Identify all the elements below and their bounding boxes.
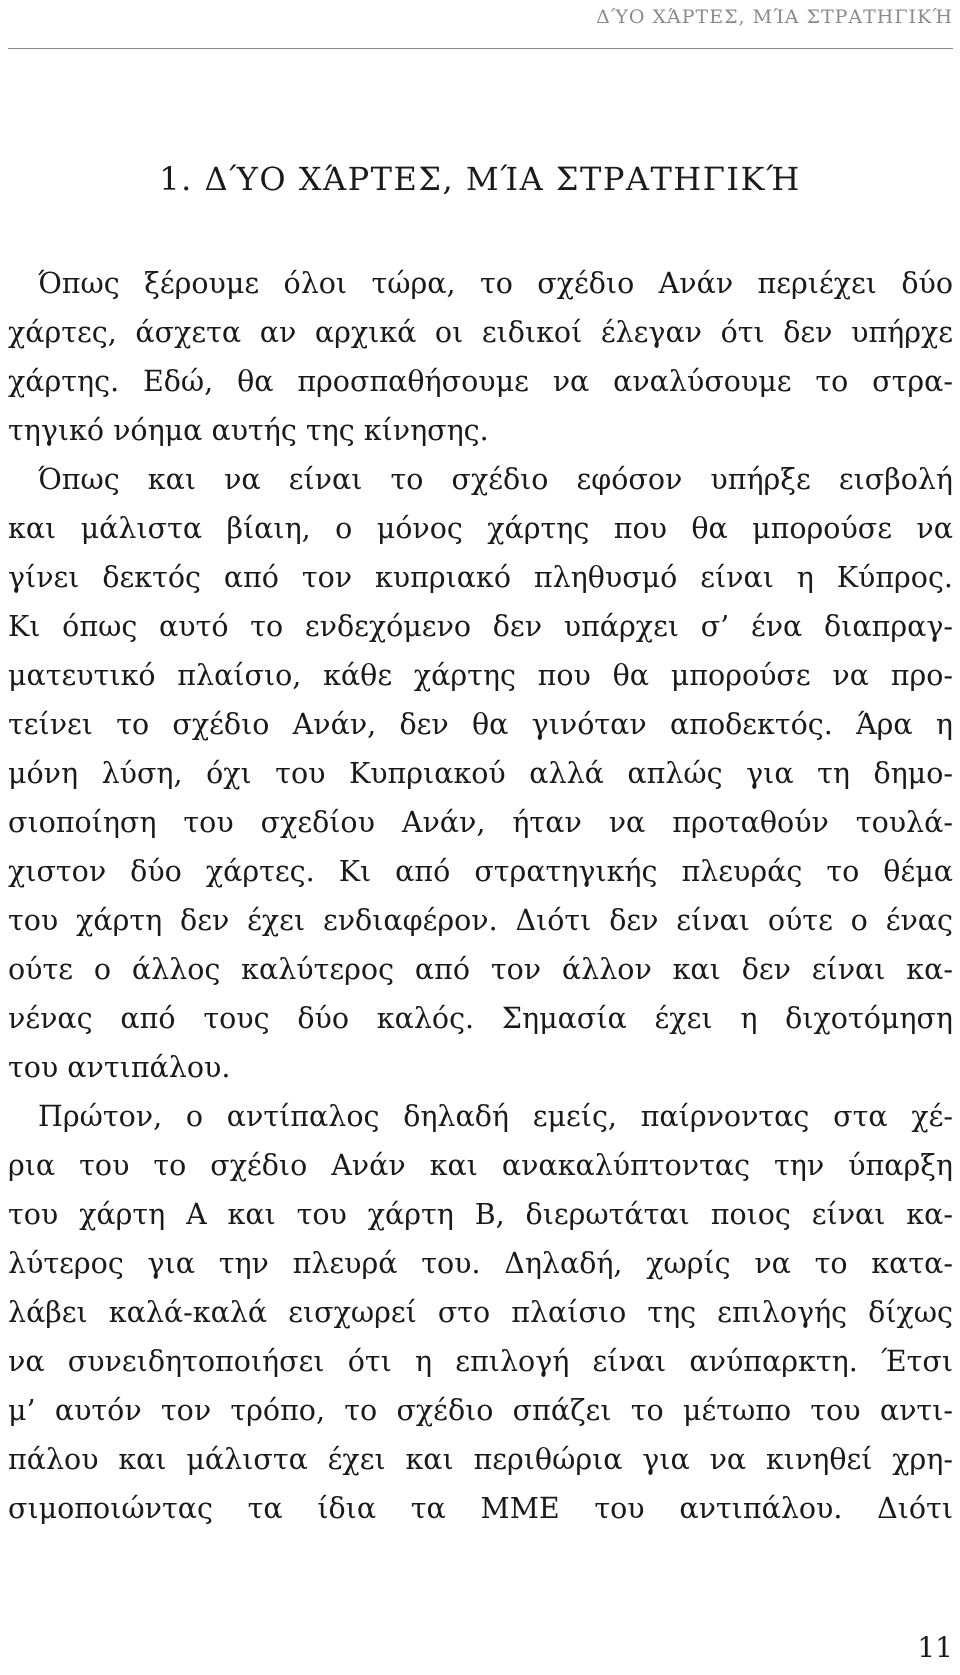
text-line: νένας από τους δύο καλός. Σημασία έχει η διχοτόμηση (8, 1002, 953, 1035)
text-line: Κι όπως αυτό το ενδεχόμενο δεν υπάρχει σ’ ένα διαπραγ- (8, 610, 953, 643)
text-line: Όπως ξέρουμε όλοι τώρα, το σχέδιο Ανάν περιέχει δύο (38, 267, 953, 300)
text-line: γίνει δεκτός από τον κυπριακό πληθυσμό είναι η Κύπρος. (8, 561, 953, 594)
text-line: χιστον δύο χάρτες. Κι από στρατηγικής πλευράς το θέμα (8, 855, 953, 888)
text-line: τείνει το σχέδιο Ανάν, δεν θα γινόταν αποδεκτός. Άρα η (8, 708, 953, 741)
text-line: ρια του το σχέδιο Ανάν και ανακαλύπτοντας την ύπαρξη (8, 1149, 953, 1182)
chapter-title: 1. ΔΎΟ ΧΆΡΤΕΣ, ΜΊΑ ΣΤΡΑΤΗΓΙΚΉ (159, 160, 801, 198)
running-header (8, 0, 953, 49)
text-line: και μάλιστα βίαιη, ο μόνος χάρτης που θα μπορούσε να (8, 512, 953, 545)
text-line: χάρτες, άσχετα αν αρχικά οι ειδικοί έλεγαν ότι δεν υπήρχε (8, 316, 953, 349)
text-line: μόνη λύση, όχι του Κυπριακού αλλά απλώς για τη δημο- (8, 757, 953, 790)
body-text (8, 259, 953, 1533)
text-line: ούτε ο άλλος καλύτερος από τον άλλον και δεν είναι κα- (8, 953, 953, 986)
text-line: του χάρτη δεν έχει ενδιαφέρον. Διότι δεν είναι ούτε ο ένας (8, 904, 953, 937)
text-line: Πρώτον, ο αντίπαλος δηλαδή εμείς, παίρνοντας στα χέ- (38, 1100, 953, 1133)
text-line: πάλου και μάλιστα έχει και περιθώρια για να κινηθεί χρη- (8, 1443, 953, 1476)
text-line: λάβει καλά-καλά εισχωρεί στο πλαίσιο της επιλογής δίχως (8, 1296, 953, 1329)
text-line: λύτερος για την πλευρά του. Δηλαδή, χωρίς να το κατα- (8, 1247, 953, 1280)
text-line: σιμοποιώντας τα ίδια τα ΜΜΕ του αντιπάλου. Διότι (8, 1492, 953, 1525)
page-number: 11 (917, 1631, 953, 1664)
text-line: να συνειδητοποιήσει ότι η επιλογή είναι ανύπαρκτη. Έτσι (8, 1345, 953, 1378)
text-line: Όπως και να είναι το σχέδιο εφόσον υπήρξε εισβολή (38, 463, 953, 496)
running-header-text: ΔΎΟ ΧΆΡΤΕΣ, ΜΊΑ ΣΤΡΑΤΗΓΙΚΉ (596, 6, 953, 28)
text-line: του αντιπάλου. (8, 1051, 231, 1084)
text-line: τηγικό νόημα αυτής της κίνησης. (8, 414, 489, 447)
text-line: του χάρτη Α και του χάρτη Β, διερωτάται ποιος είναι κα- (8, 1198, 953, 1231)
text-line: ματευτικό πλαίσιο, κάθε χάρτης που θα μπορούσε να προ- (8, 659, 953, 692)
text-line: σιοποίηση του σχεδίου Ανάν, ήταν να προταθούν τουλά- (8, 806, 953, 839)
text-line: μ’ αυτόν τον τρόπο, το σχέδιο σπάζει το μέτωπο του αντι- (8, 1394, 953, 1427)
text-line: χάρτης. Εδώ, θα προσπαθήσουμε να αναλύσουμε το στρα- (8, 365, 953, 398)
